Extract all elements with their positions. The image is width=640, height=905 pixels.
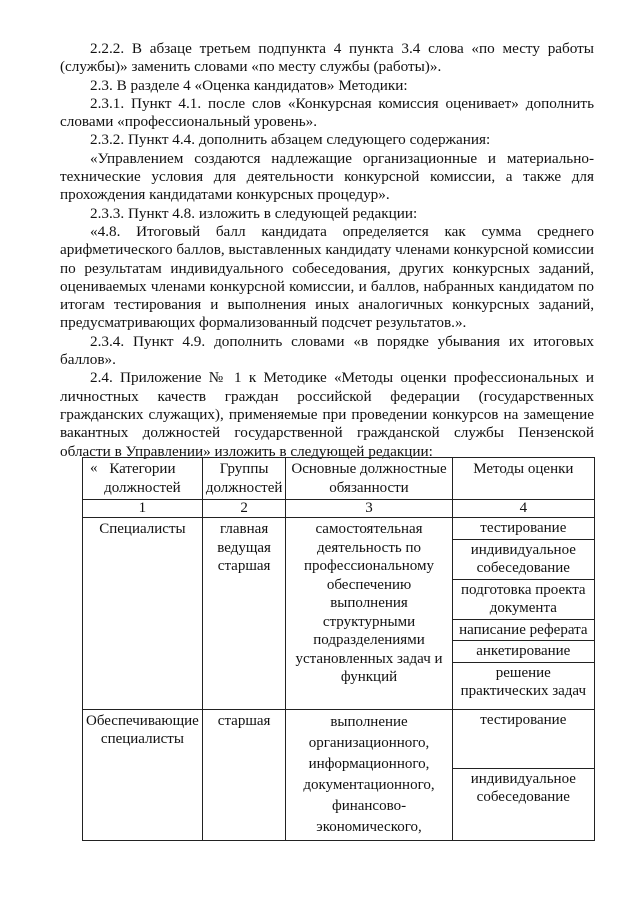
column-number: 3 bbox=[286, 500, 452, 518]
paragraph: 2.2.2. В абзаце третьем подпункта 4 пункта 3.4 слова «по месту работы (службы)» заменить словами «по месту службы (работы)». bbox=[60, 40, 594, 76]
methods-cell bbox=[452, 518, 594, 710]
paragraph: 2.3.3. Пункт 4.8. изложить в следующей редакции: bbox=[90, 204, 418, 222]
method-item: подготовка проекта документа bbox=[453, 580, 594, 620]
paragraph: «4.8. Итоговый балл кандидата определяется как сумма среднего арифметического баллов, выставленных кандидату членами конкурсной комиссии по результатам индивидуального собеседования, других конкурсных заданий, оцениваемых членами конкурсной комиссии, и баллов, набранных кандидатом по итогам тестирования и выполнения иных аналогичных конкурсных заданий, предусматривающих формализованный подсчет результатов.». bbox=[60, 222, 594, 332]
method-item: написание реферата bbox=[453, 620, 594, 642]
header-cell: Основные должностные обязанности bbox=[286, 458, 452, 500]
method-item: индивидуальное собеседование bbox=[453, 540, 594, 580]
category-cell: Обеспечивающие специалисты bbox=[83, 709, 203, 840]
paragraph: 2.3. В разделе 4 «Оценка кандидатов» Методики: bbox=[90, 76, 408, 94]
table-row bbox=[83, 518, 595, 710]
paragraph: 2.4. Приложение № 1 к Методике «Методы оценки профессиональных и личностных качеств граждан российской федерации (государственных гражданских служащих), применяемые при проведении конкурсов на замещение вакантных должностей государственной гражданской службы Пензенской области в Управлении» изложить в следующей редакции: bbox=[60, 369, 594, 460]
document-body bbox=[60, 40, 594, 475]
header-cell: Группы должностей bbox=[202, 458, 286, 500]
open-quote: « bbox=[90, 459, 98, 476]
method-item: тестирование bbox=[453, 518, 594, 540]
table-number-row bbox=[83, 500, 595, 518]
column-number: 2 bbox=[202, 500, 286, 518]
paragraph: «Управлением создаются надлежащие организационные и материально-технические условия для деятельности конкурсной комиссии, а также для прохождения кандидатами конкурсных процедур». bbox=[60, 149, 594, 204]
table-row bbox=[83, 709, 595, 840]
column-number: 4 bbox=[452, 500, 594, 518]
category-cell: Специалисты bbox=[83, 518, 203, 710]
paragraph: 2.3.2. Пункт 4.4. дополнить абзацем следующего содержания: bbox=[90, 131, 491, 149]
methods-table bbox=[82, 457, 595, 841]
methods-cell bbox=[452, 709, 594, 840]
table-header-row bbox=[83, 458, 595, 500]
header-cell: Категории должностей bbox=[83, 458, 203, 500]
method-item: индивидуальное собеседование bbox=[470, 770, 576, 805]
paragraph: 2.3.1. Пункт 4.1. после слов «Конкурсная комиссия оценивает» дополнить словами «профессиональный уровень». bbox=[60, 94, 594, 131]
duties-cell: самостоятельная деятельность по профессиональному обеспечению выполнения структурными подразделениями установленных задач и функций bbox=[286, 518, 452, 710]
duties-cell: выполнение организационного, информационного, документационного, финансово-экономического, bbox=[286, 709, 452, 840]
header-cell: Методы оценки bbox=[452, 458, 594, 500]
groups-cell: главная ведущая старшая bbox=[202, 518, 286, 710]
method-item: решение практических задач bbox=[460, 664, 587, 699]
method-item: тестирование bbox=[453, 710, 594, 769]
column-number: 1 bbox=[83, 500, 203, 518]
groups-cell: старшая bbox=[202, 709, 286, 840]
method-item: анкетирование bbox=[453, 641, 594, 663]
paragraph: 2.3.4. Пункт 4.9. дополнить словами «в порядке убывания их итоговых баллов». bbox=[60, 332, 594, 369]
